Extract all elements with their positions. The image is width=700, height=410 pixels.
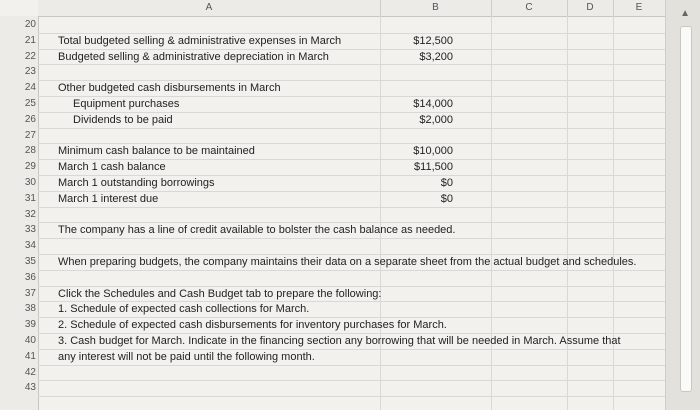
row-gridline [38,207,665,208]
cell-b-value[interactable]: $3,200 [419,50,453,63]
row-number[interactable]: 32 [24,208,36,220]
row-number[interactable]: 27 [24,129,36,141]
col-header-c[interactable]: C [491,0,568,16]
cell-a-text[interactable]: March 1 interest due [58,192,159,205]
row-number[interactable]: 37 [24,287,36,299]
row-number[interactable]: 22 [24,50,36,62]
cell-a-text[interactable]: 1. Schedule of expected cash collections for March. [58,303,310,316]
row-number[interactable]: 33 [24,224,36,236]
row-gridline [38,286,665,287]
cell-b-value[interactable]: $11,500 [414,161,453,174]
cell-a-text[interactable]: Total budgeted selling & administrative expenses in March [58,34,342,47]
cell-b-value[interactable]: $14,000 [413,98,453,110]
col-header-b[interactable]: B [380,0,492,16]
row-gridline [38,238,665,239]
cell-b-value[interactable]: $10,000 [413,145,453,158]
row-number[interactable]: 43 [24,382,36,394]
cell-a-text[interactable]: any interest will not be paid until the following month. [58,350,315,363]
row-number[interactable]: 31 [24,192,36,204]
row-gridline [38,333,665,334]
row-number[interactable]: 41 [24,350,36,362]
row-number[interactable]: 20 [24,19,36,30]
cell-a-text[interactable]: Budgeted selling & administrative depreciation in March [58,50,329,63]
row-number[interactable]: 38 [24,303,36,315]
row-gridline [38,159,665,160]
grid-line [613,16,614,410]
row-number[interactable]: 42 [24,366,36,378]
row-gridline [38,349,665,350]
row-gridline [38,270,665,271]
cell-a-text[interactable]: Minimum cash balance to be maintained [58,145,255,158]
row-number[interactable]: 21 [24,34,36,46]
row-number[interactable]: 36 [24,271,36,283]
row-gridline [38,112,665,113]
row-gridline [38,128,665,129]
row-gridline [38,365,665,366]
row-number[interactable]: 34 [24,240,36,252]
scroll-up-icon[interactable]: ▲ [680,8,690,19]
grid-line [491,16,492,410]
grid-line [380,16,381,410]
cell-a-text[interactable]: Dividends to be paid [73,113,173,126]
row-gridline [38,317,665,318]
row-number[interactable]: 24 [24,82,36,94]
row-gridline [38,301,665,302]
row-number[interactable]: 23 [24,66,36,78]
cell-a-text[interactable]: March 1 cash balance [58,161,166,174]
row-gridline [38,396,665,397]
row-number[interactable]: 40 [24,335,36,346]
cell-a-text[interactable]: 3. Cash budget for March. Indicate in the financing section any borrowing that will be needed in March. Assume that [58,335,621,347]
row-number[interactable]: 28 [24,145,36,157]
row-gridline [38,96,665,97]
row-gridline [38,143,665,144]
col-header-e[interactable]: E [613,0,666,16]
row-gridline [38,175,665,176]
row-number[interactable]: 30 [24,177,36,188]
cell-b-value[interactable]: $0 [440,192,453,205]
row-number[interactable]: 39 [24,319,36,331]
row-gridline [38,64,665,65]
row-gridline [38,254,665,255]
cell-b-value[interactable]: $12,500 [413,34,453,47]
cell-a-text[interactable]: The company has a line of credit available to bolster the cash balance as needed. [58,224,456,237]
cell-b-value[interactable]: $0 [440,177,453,189]
cell-a-text[interactable]: Click the Schedules and Cash Budget tab to prepare the following: [58,287,382,300]
cell-a-text[interactable]: March 1 outstanding borrowings [58,177,215,189]
row-gridline [38,222,665,223]
row-gridline [38,191,665,192]
cell-a-text[interactable]: When preparing budgets, the company maintains their data on a separate sheet from the actual budget and schedules. [58,256,637,268]
row-number[interactable]: 25 [24,98,36,109]
cell-b-value[interactable]: $2,000 [419,113,453,126]
row-number[interactable]: 35 [24,256,36,267]
row-number[interactable]: 26 [24,113,36,125]
grid-line [567,16,568,410]
row-gridline [38,80,665,81]
cell-a-text[interactable]: Other budgeted cash disbursements in March [58,82,281,95]
vertical-scrollbar[interactable] [680,26,692,392]
vertical-scroll-area [665,0,700,410]
col-header-a[interactable]: A [38,0,381,16]
row-gridline [38,49,665,50]
column-header-bar [38,0,665,17]
row-number[interactable]: 29 [24,161,36,173]
row-gridline [38,33,665,34]
cell-a-text[interactable]: Equipment purchases [73,98,180,110]
cell-a-text[interactable]: 2. Schedule of expected cash disbursements for inventory purchases for March. [58,319,447,332]
col-header-d[interactable]: D [567,0,614,16]
row-gridline [38,380,665,381]
